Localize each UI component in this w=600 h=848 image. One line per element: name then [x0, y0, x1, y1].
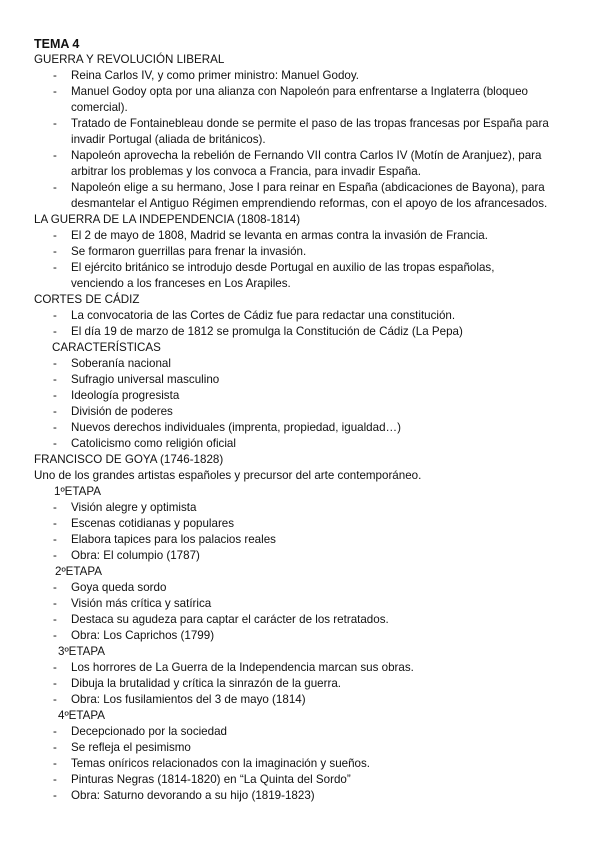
stage-label-4: 4ºETAPA: [58, 709, 105, 722]
list-item: - Obra: Los Caprichos (1799): [53, 629, 215, 642]
document-title: TEMA 4: [34, 37, 80, 51]
list-item: - Sufragio universal masculino: [53, 373, 220, 386]
list-item: - Elabora tapices para los palacios reales: [53, 533, 276, 546]
list-item: - La convocatoria de las Cortes de Cádiz fue para redactar una constitución.: [53, 309, 456, 322]
list-item: - Se formaron guerrillas para frenar la invasión.: [53, 245, 307, 258]
subheading-caracteristicas: CARACTERÍSTICAS: [52, 341, 161, 354]
list-item: - División de poderes: [53, 405, 173, 418]
list-item: - Escenas cotidianas y populares: [53, 517, 235, 530]
list-item: - El día 19 de marzo de 1812 se promulga la Constitución de Cádiz (La Pepa): [53, 325, 463, 338]
list-item: - Napoleón elige a su hermano, Jose I para reinar en España (abdicaciones de Bayona), para: [53, 181, 545, 194]
stage-label-1: 1ºETAPA: [54, 485, 101, 498]
section-heading-independencia: LA GUERRA DE LA INDEPENDENCIA (1808-1814): [34, 213, 301, 226]
list-item: - Tratado de Fontainebleau donde se permite el paso de las tropas francesas por España para: [53, 117, 549, 130]
list-item: - Decepcionado por la sociedad: [53, 725, 227, 738]
list-item: - Dibuja la brutalidad y crítica la sinrazón de la guerra.: [53, 677, 342, 690]
list-item-continuation: arbitrar los problemas y los convoca a Francia, para invadir España.: [71, 165, 421, 178]
list-item: - Ideología progresista: [53, 389, 180, 402]
stage-label-2: 2ºETAPA: [55, 565, 102, 578]
section-heading-goya: FRANCISCO DE GOYA (1746-1828): [34, 453, 224, 466]
list-item: - Se refleja el pesimismo: [53, 741, 191, 754]
list-item-continuation: desmantelar el Antiguo Régimen emprendiendo reformas, con el apoyo de los afrancesados.: [71, 197, 548, 210]
list-item-continuation: venciendo a los franceses en Los Arapiles.: [71, 277, 291, 290]
list-item: - Visión más crítica y satírica: [53, 597, 212, 610]
list-item: - Obra: Los fusilamientos del 3 de mayo (1814): [53, 693, 306, 706]
section-heading-cortes: CORTES DE CÁDIZ: [34, 293, 140, 306]
document-page: [34, 36, 574, 804]
list-item: - Goya queda sordo: [53, 581, 167, 594]
list-item: - Obra: Saturno devorando a su hijo (1819-1823): [53, 789, 315, 802]
list-item: - Obra: El columpio (1787): [53, 549, 200, 562]
list-item: - El 2 de mayo de 1808, Madrid se levanta en armas contra la invasión de Francia.: [53, 229, 488, 242]
list-item: - Napoleón aprovecha la rebelión de Fernando VII contra Carlos IV (Motín de Aranjuez), para: [53, 149, 542, 162]
goya-intro: Uno de los grandes artistas españoles y precursor del arte contemporáneo.: [34, 469, 422, 482]
list-item: - Soberanía nacional: [53, 357, 171, 370]
list-item-continuation: invadir Portugal (aliada de británicos).: [71, 133, 266, 146]
list-item: - Visión alegre y optimista: [53, 501, 197, 514]
list-item: - Pinturas Negras (1814-1820) en “La Quinta del Sordo”: [53, 773, 351, 786]
list-item-continuation: comercial).: [71, 101, 128, 114]
list-item: - Reina Carlos IV, y como primer ministro: Manuel Godoy.: [53, 69, 360, 82]
list-item: - Temas oníricos relacionados con la imaginación y sueños.: [53, 757, 371, 770]
list-item: - Nuevos derechos individuales (imprenta, propiedad, igualdad…): [53, 421, 401, 434]
list-item: - Catolicismo como religión oficial: [53, 437, 236, 450]
list-item: - Destaca su agudeza para captar el carácter de los retratados.: [53, 613, 389, 626]
list-item: - El ejército británico se introdujo desde Portugal en auxilio de las tropas españolas,: [53, 261, 495, 274]
list-item: - Los horrores de La Guerra de la Independencia marcan sus obras.: [53, 661, 414, 674]
list-item: - Manuel Godoy opta por una alianza con Napoleón para enfrentarse a Inglaterra (bloqueo: [53, 85, 528, 98]
stage-label-3: 3ºETAPA: [58, 645, 105, 658]
section-heading-guerra: GUERRA Y REVOLUCIÓN LIBERAL: [34, 53, 225, 66]
